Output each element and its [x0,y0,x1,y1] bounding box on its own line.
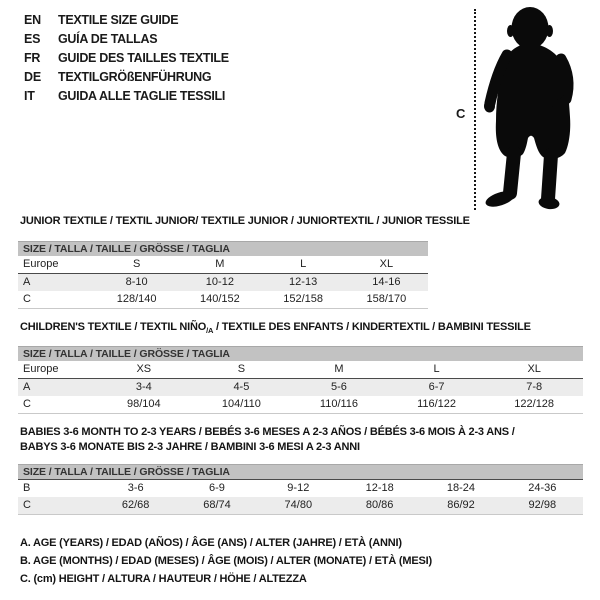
size-header-bar: SIZE / TALLA / TAILLE / GRÖSSE / TAGLIA [18,241,428,256]
guide-title-fr: GUIDE DES TAILLES TEXTILE [58,51,229,65]
size-cell: S [132,258,141,270]
height-measure-dotted-line [474,9,476,210]
age-cell: 6-7 [428,381,445,393]
junior-size-table [18,241,428,309]
children-title-prefix: CHILDREN'S TEXTILE / TEXTIL NIÑO [20,321,207,333]
size-cell: M [215,258,225,270]
table-row-age [18,274,428,291]
height-cell: 62/68 [121,499,150,511]
months-cell: 12-18 [365,482,394,494]
children-size-table [18,346,583,414]
size-header-bar: SIZE / TALLA / TAILLE / GRÖSSE / TAGLIA [18,346,583,361]
row-label: A [23,381,31,393]
row-label: Europe [23,363,59,375]
age-cell: 12-13 [289,276,318,288]
table-row-height [18,497,583,515]
guide-title-de: TEXTILGRÖßENFÜHRUNG [58,70,212,84]
language-code: EN [24,13,41,27]
junior-section-title: JUNIOR TEXTILE / TEXTIL JUNIOR/ TEXTILE JUNIOR / JUNIORTEXTIL / JUNIOR TESSILE [20,215,470,227]
months-cell: 18-24 [446,482,476,494]
size-cell: M [334,363,344,375]
height-cell: 140/152 [199,293,240,305]
age-cell: 10-12 [205,276,234,288]
table-row-age [18,379,583,396]
age-cell: 7-8 [526,381,543,393]
height-cell: 104/110 [221,398,261,410]
language-row-it [24,87,229,106]
babies-size-table [18,464,583,515]
language-row-es [24,30,229,49]
months-cell: 24-36 [528,482,557,494]
table-row-europe [18,256,428,274]
height-cell: 74/80 [284,499,313,511]
note-age-months: B. AGE (MONTHS) / EDAD (MESES) / ÂGE (MOIS) / ALTER (MONATE) / ETÀ (MESI) [20,555,432,567]
row-label: C [23,398,31,410]
size-header-bar: SIZE / TALLA / TAILLE / GRÖSSE / TAGLIA [18,464,583,480]
height-cell: 116/122 [417,398,457,410]
size-cell: L [300,258,307,270]
height-cell: 80/86 [365,499,394,511]
table-row-height [18,396,583,414]
age-cell: 8-10 [125,276,148,288]
children-title-subscript: /A [206,326,214,336]
height-cell: 92/98 [528,499,557,511]
language-code: FR [24,51,41,65]
children-title-suffix: / TEXTILE DES ENFANTS / KINDERTEXTIL / BAMBINI TESSILE [213,321,531,333]
children-section-title [20,321,531,335]
language-row-de [24,68,229,87]
language-title-list [24,11,229,106]
language-code: IT [24,89,35,103]
height-cell: 158/170 [366,293,407,305]
months-cell: 6-9 [209,482,225,494]
months-cell: 9-12 [287,482,310,494]
legend-notes [20,534,432,588]
height-cell: 98/104 [126,398,161,410]
height-cell: 110/116 [319,398,359,410]
table-row-months [18,480,583,497]
size-cell: S [237,363,246,375]
height-cell: 68/74 [203,499,231,511]
age-cell: 4-5 [233,381,250,393]
age-cell: 14-16 [372,276,401,288]
table-row-europe [18,361,583,379]
height-cell: 152/158 [283,293,323,305]
row-label: C [23,499,31,511]
months-cell: 3-6 [127,482,144,494]
row-label: C [23,293,31,305]
row-label: Europe [23,258,59,270]
height-cell: 122/128 [514,398,555,410]
height-cell: 128/140 [116,293,157,305]
age-cell: 5-6 [331,381,347,393]
language-row-fr [24,49,229,68]
size-cell: XL [527,363,541,375]
language-row-en [24,11,229,30]
table-row-height [18,291,428,309]
babies-section-title [20,425,580,455]
size-cell: XS [136,363,152,375]
language-code: DE [24,70,41,84]
height-cell: 86/92 [447,499,475,511]
guide-title-it: GUIDA ALLE TAGLIE TESSILI [58,89,226,103]
note-age-years: A. AGE (YEARS) / EDAD (AÑOS) / ÂGE (ANS) / ALTER (JAHRE) / ETÀ (ANNI) [20,537,402,549]
guide-title-en: TEXTILE SIZE GUIDE [58,13,179,27]
note-height-cm: C. (cm) HEIGHT / ALTURA / HAUTEUR / HÖHE / ALTEZZA [20,573,307,585]
row-label: A [23,276,31,288]
size-cell: XL [379,258,394,270]
age-cell: 3-4 [135,381,152,393]
height-measure-label: C [456,106,466,121]
babies-title-line2: BABYS 3-6 MONATE BIS 2-3 JAHRE / BAMBINI 3-6 MESI A 2-3 ANNI [20,441,360,453]
size-cell: L [433,363,440,375]
row-label: B [23,482,31,494]
guide-title-es: GUÍA DE TALLAS [58,32,158,46]
babies-title-line1: BABIES 3-6 MONTH TO 2-3 YEARS / BEBÉS 3-6 MESES A 2-3 AÑOS / BÉBÉS 3-6 MOIS À 2-3 ANS / [20,426,515,438]
language-code: ES [24,32,41,46]
baby-silhouette-icon [483,3,587,212]
